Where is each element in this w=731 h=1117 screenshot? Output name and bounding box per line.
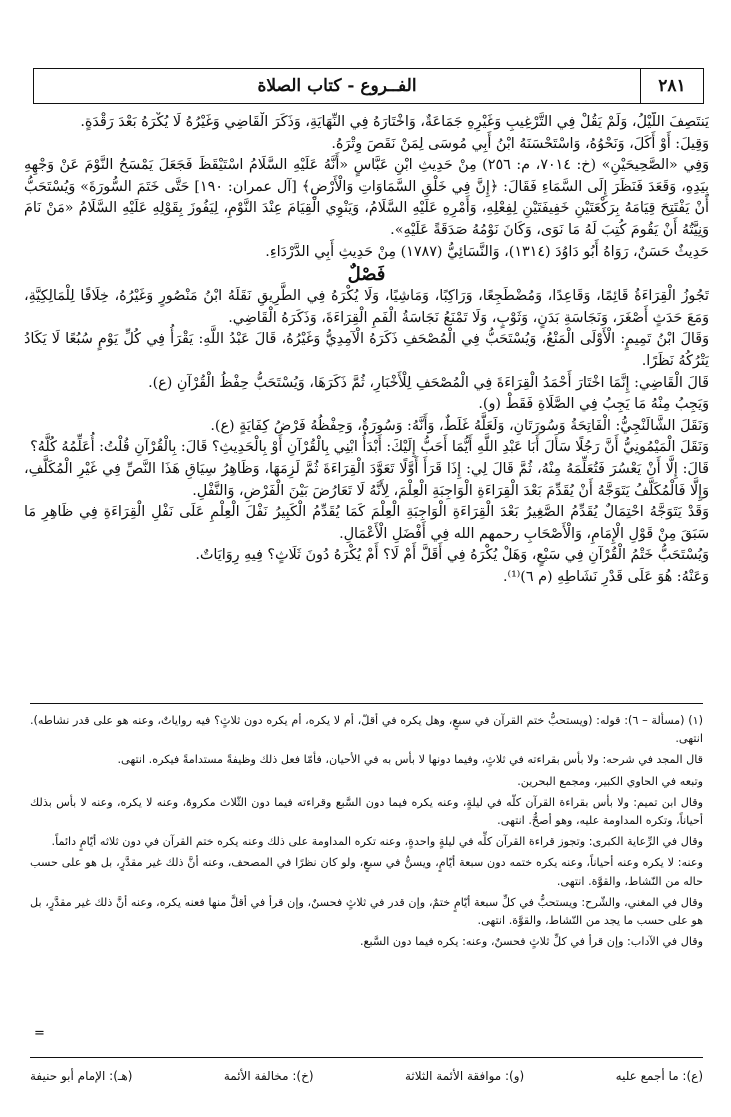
legend-item: (خ): مخالفة الأئمة — [223, 1069, 314, 1083]
paragraph: يَنتَصِفَ اللَّيْلُ، وَلَمْ يَقُلْ فِي التَّرْغِيبِ وَغَيْرِهِ جَمَاعَةٌ، وَاخْتَارَهُ فِي النِّهَايَةِ، وَذَكَرَ الْقَاضِي وَغَيْرُهُ لَا يُكْرَهُ بَعْدَ رَقْدَةٍ. — [80, 114, 709, 130]
continuation-mark: = — [34, 1026, 45, 1041]
paragraph: وَيَجِبُ مِنْهُ مَا يَجِبُ فِي الصَّلَاةِ فَقَطْ (و). — [478, 396, 709, 413]
footnote: (١) (مسألة – ٦): قوله: (ويستحبُّ ختم القرآن في سبعٍ، وهل يكره في أقلّ، أم لا يكره، أم يكره دون ثلاثٍ؟ فيه رواياتٌ، وعنه هو على قدر نشاطه). انتهى. — [30, 714, 703, 746]
paragraph: وَقَدْ يَتَوَجَّهُ احْتِمَالٌ يُقَدِّمُ الصَّغِيرُ بَعْدَ الْقِرَاءَةِ الْوَاجِبَةِ الْعِلْمَ كَمَا يُقَدِّمُ الْكَبِيرُ نَفْلَ الْعِلْمِ عَلَى نَفْلِ الْقِرَاءَةِ فِي ظَاهِرِ مَا سَبَقَ مِنْ قَوْلِ الْإِمَامِ، وَالْأَصْحَابِ رحمهم الله فِي أَفْضَلِ الْأَعْمَالِ. — [24, 504, 709, 542]
legend-divider — [30, 1057, 703, 1058]
paragraph: وَقَالَ ابْنُ تَمِيمٍ: الْأَوْلَى الْمَنْعُ، وَيُسْتَحَبُّ فِي الْمُصْحَفِ ذَكَرَهُ الْآمِدِيُّ وَغَيْرُهُ، قَالَ عَبْدُ اللَّهِ: يَقْرَأُ فِي كُلِّ يَوْمٍ سُبُعًا لَا يَكَادُ يَتْرُكُهُ نَظَرًا. — [24, 331, 709, 369]
paragraph: قَالَ: إِلَّا أَنْ يَعْسُرَ فَتُعَلِّمَهُ مِنْهُ، ثُمَّ قَالَ لِي: إِذَا قَرَأَ أَوَّلًا تَعَوَّدَ الْقِرَاءَةَ ثُمَّ لَزِمَهَا، وَظَاهِرُ سِيَاقِ هَذَا النَّصِّ فِي غَيْرِ الْمُكَلَّفِ، وَإِلَّا فَالْمُكَلَّفُ يَتَوَجَّهُ أَنْ يُقَدِّمَ بَعْدَ الْقِرَاءَةِ الْوَاجِبَةِ الْعِلْمَ، لِأَنَّهُ لَا تَعَارُضَ بَيْنَ الْفَرْضِ، وَالنَّفْلِ. — [24, 460, 709, 499]
paragraph: وَيُسْتَحَبُّ خَتْمُ الْقُرْآنِ فِي سَبْعٍ، وَهَلْ يُكْرَهُ فِي أَقَلَّ أَمْ لَا؟ أَمْ يُكْرَهُ دُونَ ثَلَاثٍ؟ فِيهِ رِوَايَاتٌ. — [195, 547, 709, 564]
page-header — [33, 68, 704, 104]
footnote: وعنه: لا يكره وعنه أحياناً، وعنه يكره ختمه دون سبعة أيّامٍ، ويسنُّ في سبعٍ، ولو كان نظرًا في المصحف، وعنه أنَّ ذلك غير مقدَّرٍ، بل هو على حسب حاله من النّشاط، والقوَّة. انتهى. — [30, 856, 703, 888]
footnote: وقال في الآداب: وإن قرأ في كلِّ ثلاثٍ فحسنٌ، وعنه: يكره فيما دون السَّبع. — [359, 935, 703, 949]
paragraph: تَجُوزُ الْقِرَاءَةُ قَائِمًا، وَقَاعِدًا، وَمُضْطَجِعًا، وَرَاكِبًا، وَمَاشِيًا، وَلَا يُكْرَهُ فِي الطَّرِيقِ نَقَلَهُ ابْنُ مَنْصُورٍ وَغَيْرُهُ، خِلَافًا لِلْمَالِكِيَّةِ، وَمَعَ حَدَثٍ أَصْغَرَ، وَنَجَاسَةِ بَدَنٍ، وَثَوْبٍ، وَلَا تَمْنَعُ نَجَاسَةُ الْفَمِ الْقِرَاءَةَ، وَذَكَرَهُ الْقَاضِي. — [24, 288, 709, 326]
running-title: الفــروع - كتاب الصلاة — [257, 76, 417, 96]
section-heading: فَصْلٌ — [347, 264, 386, 286]
paragraph: وَعَنْهُ: هُوَ عَلَى قَدْرِ نَشَاطِهِ (م ٦)⁽¹⁾. — [503, 568, 709, 585]
paragraph: قَالَ الْقَاضِي: إِنَّمَا اخْتَارَ أَحْمَدُ الْقِرَاءَةَ فِي الْمُصْحَفِ لِلْأَخْبَارِ، ثُمَّ ذَكَرَهَا، وَيُسْتَحَبُّ حِفْظُ الْقُرْآنِ (ع). — [148, 374, 709, 391]
abbreviation-legend — [30, 1066, 703, 1086]
legend-item: (ع): ما أجمع عليه — [615, 1069, 703, 1083]
footnote: وتبعه في الحاوي الكبير، ومجمع البحرين. — [517, 774, 703, 788]
paragraph: وَنَقَلَ الْمَيْمُونِيُّ أَنَّ رَجُلًا سَأَلَ أَبَا عَبْدِ اللَّهِ أَيُّمَا أَحَبُّ إِلَيْكَ: أَبْدَأُ ابْنِي بِالْقُرْآنِ أَوْ بِالْحَدِيثِ؟ قَالَ: بِالْقُرْآنِ قُلْتُ: أُعَلِّمُهُ كُلَّهُ؟ — [30, 439, 709, 456]
footnote: وقال في المغني، والشّرح: ويستحبُّ في كلِّ سبعة أيّامٍ ختمٌ، وإن قدر في ثلاثٍ فحسنٌ، وإن قرأ في أقلَّ منها فعنه يكره، وعنه أنَّ ذلك غير مقدَّرٍ، بل هو على حسب ما يجد من النّشاط، والقوَّة. انتهى. — [30, 895, 703, 928]
legend-item: (هـ): الإمام أبو حنيفة — [30, 1069, 133, 1083]
footnote-divider — [30, 703, 703, 704]
paragraph: وَفِي «الصَّحِيحَيْنِ» (خ: ٧٠١٤، م: ٢٥٦) مِنْ حَدِيثِ ابْنِ عَبَّاسٍ «أَنَّهُ عَلَيْهِ السَّلَامُ اسْتَيْقَظَ فَجَعَلَ يَمْسَحُ النَّوْمَ عَنْ وَجْهِهِ بِيَدِهِ، وَقَعَدَ فَنَظَرَ إِلَى السَّمَاءِ فَقَالَ: ﴿إِنَّ فِي خَلْقِ السَّمَاوَاتِ وَالْأَرْضِ﴾ [آل عمران: ١٩٠] حَتَّى خَتَمَ السُّورَةَ» وَيُسْتَحَبُّ أَنْ يَفْتَتِحَ قِيَامَهُ بِرَكْعَتَيْنِ خَفِيفَتَيْنِ لِفِعْلِهِ، وَأَمْرِهِ عَلَيْهِ السَّلَامُ، وَيَنْوِي الْقِيَامَ عِنْدَ النَّوْمِ، لِيَفُوزَ بِقَوْلِهِ عَلَيْهِ السَّلَامُ «مَنْ نَامَ وَنِيَّتُهُ أَنْ يَقُومَ كُتِبَ لَهُ مَا نَوَى، وَكَانَ نَوْمُهُ صَدَقَةً عَلَيْهِ». — [24, 157, 709, 238]
paragraph: وَقِيلَ: أَوْ أَكَلَ، وَنَحْوُهُ، وَاسْتَحْسَنَهُ ابْنُ أَبِي مُوسَى لِمَنْ نَقَصَ وِتْرَهُ. — [331, 135, 709, 152]
main-text — [24, 112, 709, 692]
footnote: وقال ابن تميم: ولا بأس بقراءة القرآن كلّه في ليلةٍ، وعنه يكره فيما دون السَّبع وقراءته فيما دون الثّلاث مكروهٌ، وعنه لا يكره، وعنه لا بأس بذلك أحياناً، وتكره المداومة عليه، وهو أصحُّ. انتهى. — [30, 795, 703, 828]
footnote: قال المجد في شرحه: ولا بأس بقراءته في ثلاثٍ، وفيما دونها لا بأس به في الأحيان، فأمّا فعل ذلك وظيفةً مستدامةً فيكره. انتهى. — [117, 753, 703, 767]
footnotes — [30, 712, 703, 1026]
legend-item: (و): موافقة الأئمة الثلاثة — [404, 1069, 525, 1083]
page-number: ٢٨١ — [640, 69, 703, 103]
paragraph: وَنَقَلَ الشَّالَنْجِيُّ: الْفَاتِحَةُ وَسُورَتَانِ، وَلَعَلَّهُ غَلَطٌ، وَأَنَّهُ: وَسُورَةٌ، وَحِفْظُهُ فَرْضُ كِفَايَةٍ (ع). — [210, 417, 709, 434]
paragraph: حَدِيثٌ حَسَنٌ، رَوَاهُ أَبُو دَاوُدَ (١٣١٤)، وَالنَّسَائِيُّ (١٧٨٧) مِنْ حَدِيثِ أَبِي الدَّرْدَاءِ. — [265, 243, 709, 260]
footnote: وقال في الرِّعاية الكبرى: وتجوز قراءة القرآن كلِّه في ليلةٍ واحدةٍ، وعنه تكره المداومة على ذلك وعنه يكره ختم القرآن في دون ثلاثه أيّامٍ دائماً. — [51, 835, 703, 849]
